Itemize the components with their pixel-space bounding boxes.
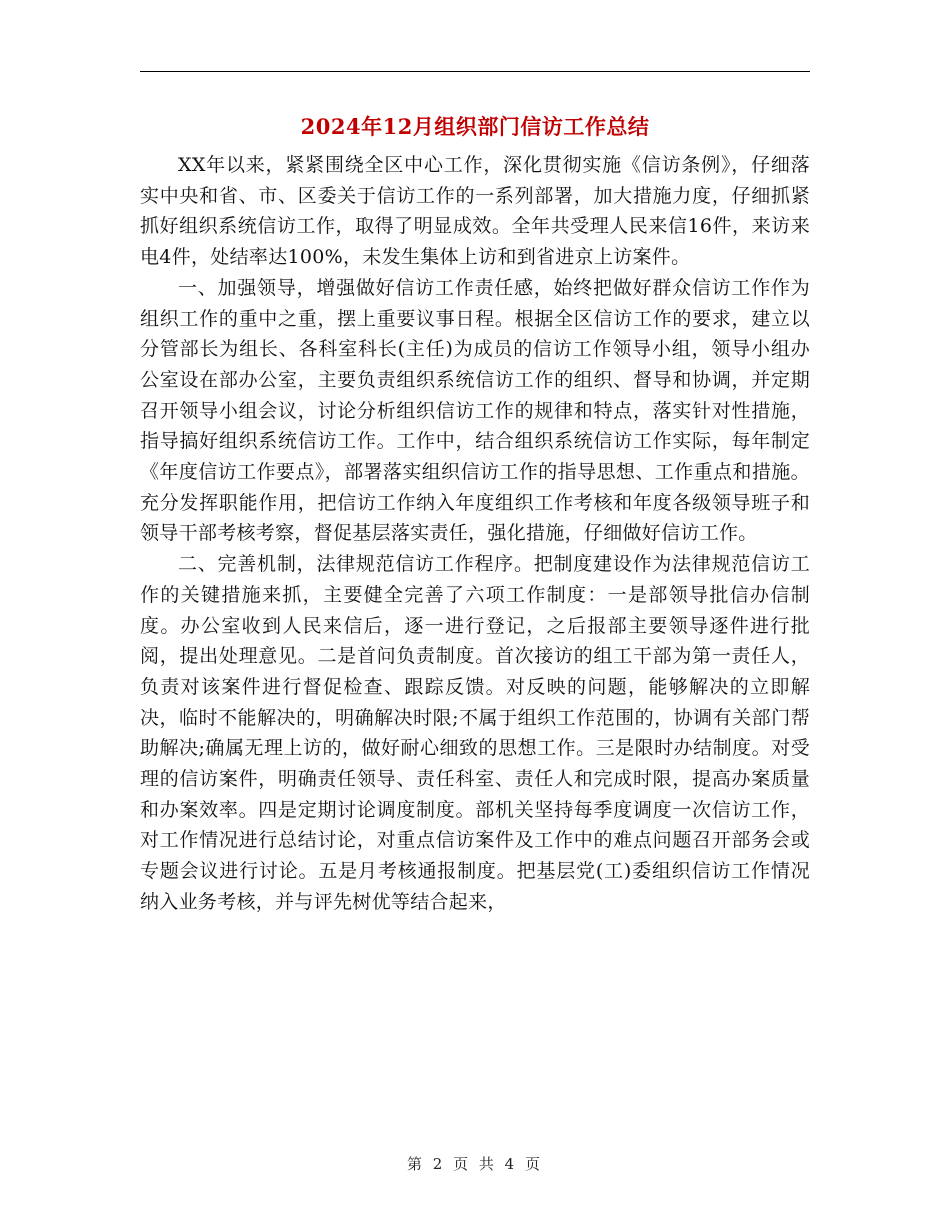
document-title: 2024年12月组织部门信访工作总结 [300, 114, 650, 139]
header-rule [140, 71, 810, 72]
paragraph-intro: XX年以来，紧紧围绕全区中心工作，深化贯彻实施《信访条例》，仔细落实中央和省、市、区委关于信访工作的一系列部署，加大措施力度，仔细抓紧抓好组织系统信访工作，取得了明显成效。全年共受理人民来信16件，来访来电4件，处结率达100%，未发生集体上访和到省进京上访案件。 [140, 154, 810, 269]
paragraph-section-2: 二、完善机制，法律规范信访工作程序。把制度建设作为法律规范信访工作的关键措施来抓，主要健全完善了六项工作制度：一是部领导批信办信制度。办公室收到人民来信后，逐一进行登记，之后报部主要领导逐件进行批阅，提出处理意见。二是首问负责制度。首次接访的组工干部为第一责任人，负责对该案件进行督促检查、跟踪反馈。对反映的问题，能够解决的立即解决，临时不能解决的，明确解决时限;不属于组织工作范围的，协调有关部门帮助解决;确属无理上访的，做好耐心细致的思想工作。三是限时办结制度。对受理的信访案件，明确责任领导、责任科室、责任人和完成时限，提高办案质量和办案效率。四是定期讨论调度制度。部机关坚持每季度调度一次信访工作，对工作情况进行总结讨论，对重点信访案件及工作中的难点问题召开部务会或专题会议进行讨论。五是月考核通报制度。把基层党(工)委组织信访工作情况纳入业务考核，并与评先树优等结合起来， [140, 553, 810, 913]
page-number: 第 2 页 共 4 页 [407, 1155, 543, 1173]
paragraph-section-1: 一、加强领导，增强做好信访工作责任感，始终把做好群众信访工作作为组织工作的重中之重，摆上重要议事日程。根据全区信访工作的要求，建立以分管部长为组长、各科室科长(主任)为成员的信访工作领导小组，领导小组办公室设在部办公室，主要负责组织系统信访工作的组织、督导和协调，并定期召开领导小组会议，讨论分析组织信访工作的规律和特点，落实针对性措施，指导搞好组织系统信访工作。工作中，结合组织系统信访工作实际，每年制定《年度信访工作要点》，部署落实组织信访工作的指导思想、工作重点和措施。充分发挥职能作用，把信访工作纳入年度组织工作考核和年度各级领导班子和领导干部考核考察，督促基层落实责任，强化措施，仔细做好信访工作。 [140, 276, 810, 545]
document-body [140, 150, 810, 918]
